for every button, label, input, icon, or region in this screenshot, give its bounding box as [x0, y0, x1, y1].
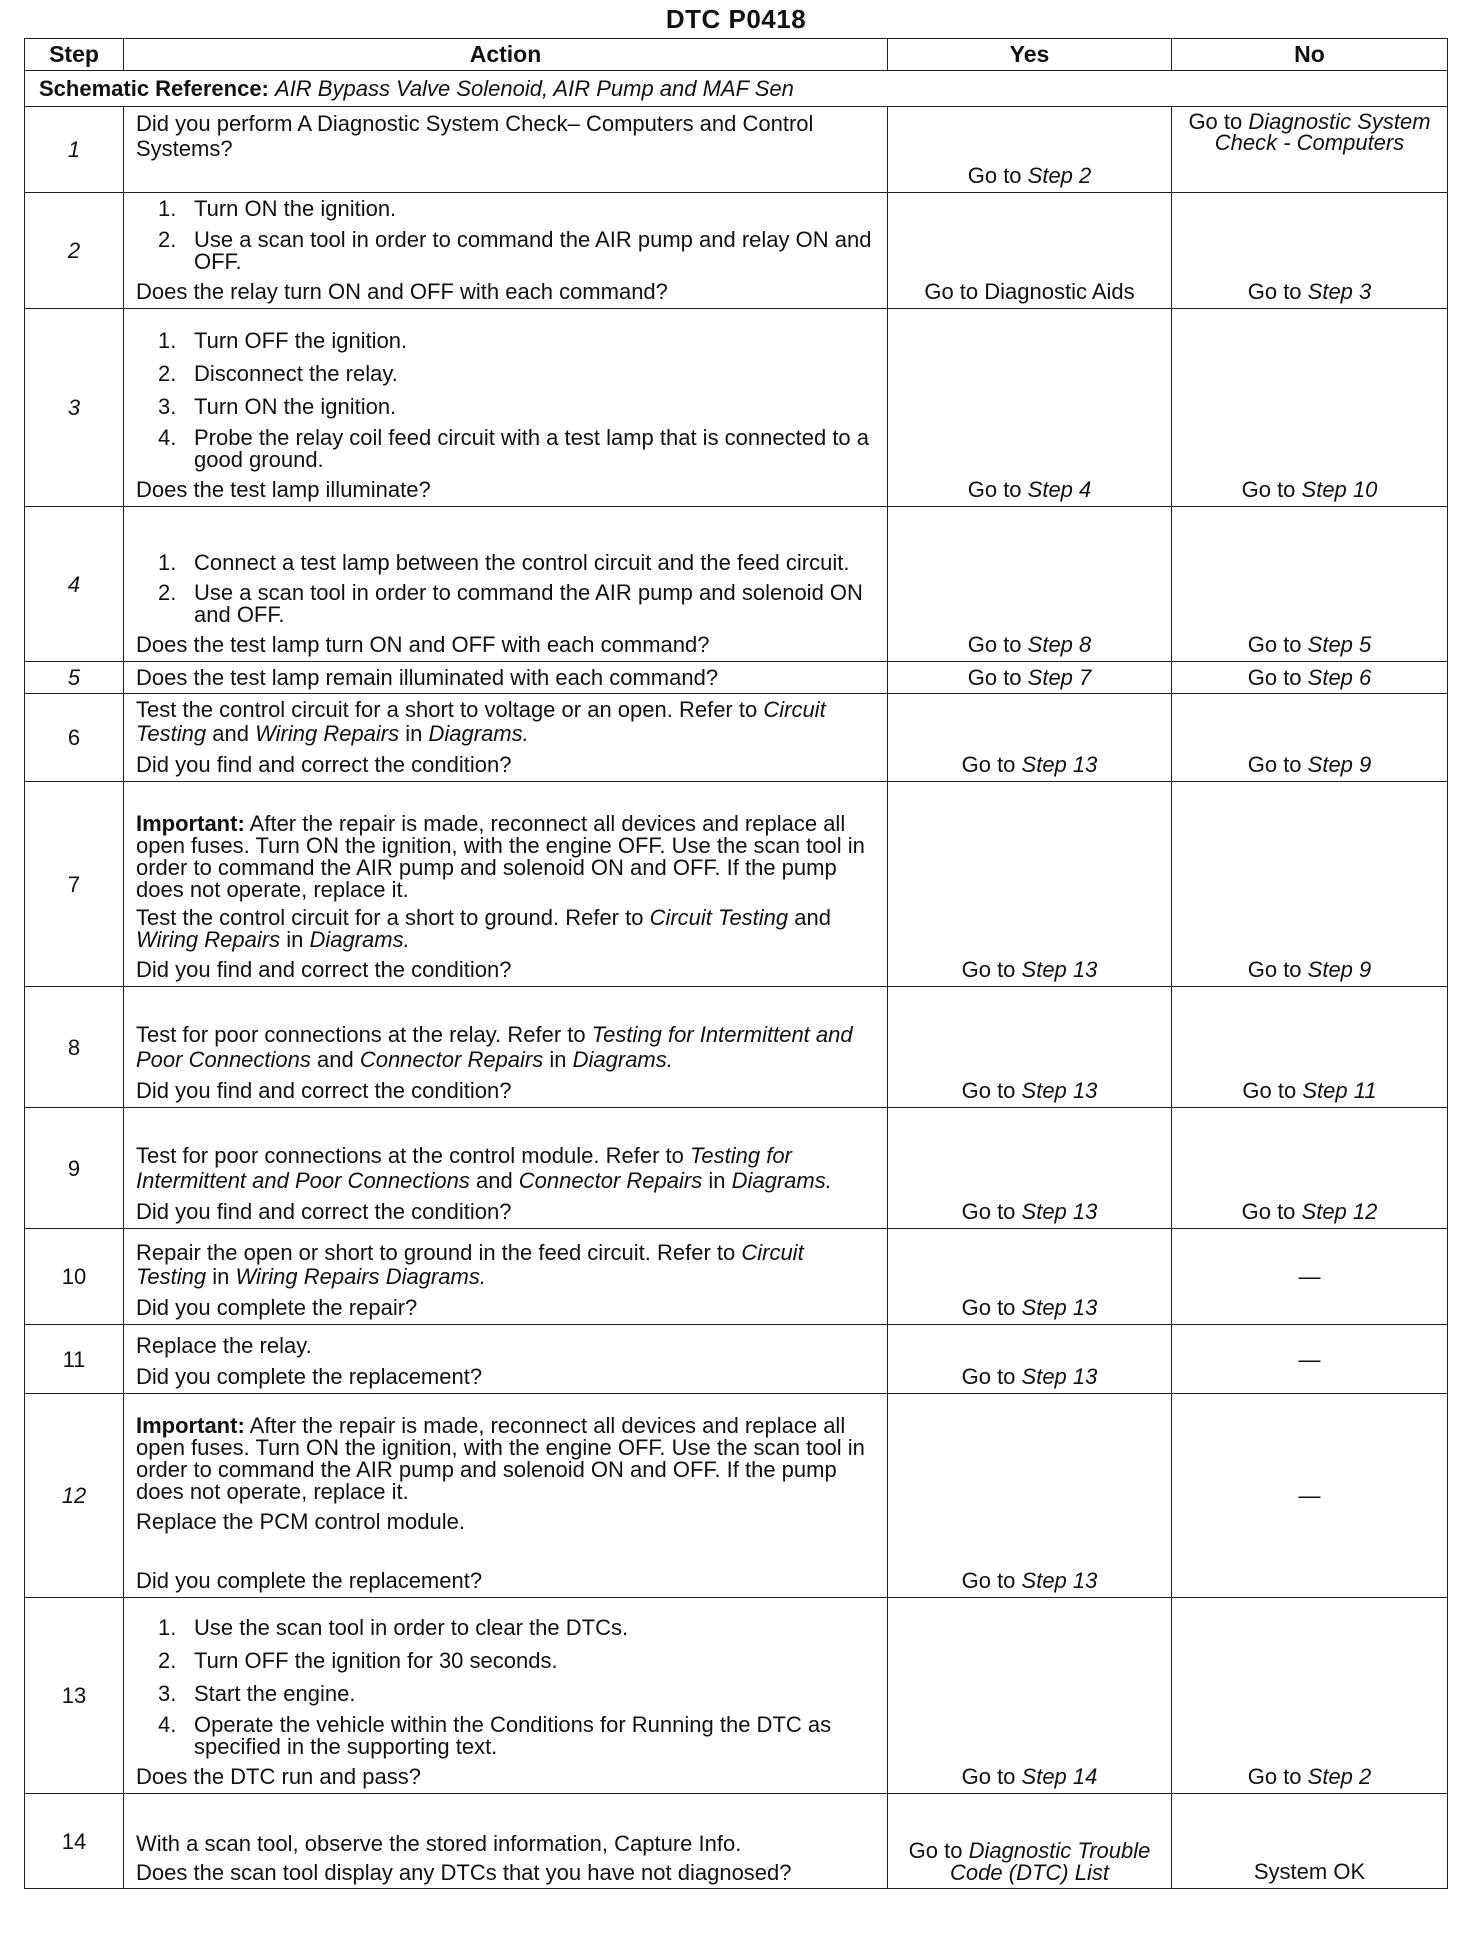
- action-question: Did you find and correct the condition?: [136, 752, 512, 777]
- schematic-row: [25, 71, 1448, 107]
- action-question: Did you find and correct the condition?: [136, 1199, 512, 1224]
- step-number: 7: [25, 782, 124, 987]
- action-cell: [124, 107, 888, 193]
- list-item: 2. Disconnect the relay.: [158, 361, 398, 386]
- action-paragraph: With a scan tool, observe the stored information, Capture Info.: [136, 1831, 742, 1856]
- action-cell: [124, 193, 888, 309]
- no-step: Step 2: [1307, 1764, 1372, 1789]
- list-item: 1. Connect a test lamp between the control circuit and the feed circuit.: [158, 550, 850, 575]
- yes-step: Step 14: [1021, 1764, 1098, 1789]
- yes-text: Go to: [961, 1568, 1022, 1593]
- yes-cell: [888, 782, 1172, 987]
- yes-text: Go to: [961, 1199, 1022, 1224]
- yes-step: Step 8: [1027, 632, 1092, 657]
- no-step: Step 11: [1302, 1078, 1377, 1103]
- yes-cell: [888, 1229, 1172, 1325]
- action-cell: [124, 1598, 888, 1794]
- action-question: Does the relay turn ON and OFF with each command?: [136, 279, 668, 304]
- important-note: Important: After the repair is made, reconnect all devices and replace all open fuses. Turn ON the ignition, with the engine OFF. Use the scan tool in order to command the AIR pump and solenoid ON and OFF. If the pump does not operate, replace it.: [136, 1413, 865, 1504]
- yes-cell: [888, 1598, 1172, 1794]
- yes-step: Step 7: [1027, 665, 1092, 690]
- step-number: 3: [25, 309, 124, 507]
- action-question: Did you complete the replacement?: [136, 1364, 483, 1389]
- no-text: Go to: [1247, 279, 1308, 304]
- table-row: [25, 1229, 1448, 1325]
- header-row: [25, 39, 1448, 71]
- table-row: [25, 507, 1448, 662]
- action-question: Does the test lamp illuminate?: [136, 477, 431, 502]
- no-cell: [1172, 782, 1448, 987]
- step-number: 6: [25, 694, 124, 782]
- no-dash: —: [1298, 1346, 1321, 1372]
- action-cell: [124, 309, 888, 507]
- list-item: 2. Use a scan tool in order to command the AIR pump and relay ON and OFF.: [158, 227, 872, 274]
- action-paragraph: Test for poor connections at the control module. Refer to Testing for Intermittent and Poor Connections and Connector Repairs in Diagrams.: [136, 1143, 832, 1193]
- no-step: Step 10: [1301, 477, 1378, 502]
- yes-step: Step 13: [1021, 752, 1098, 777]
- no-cell: [1172, 107, 1448, 193]
- yes-cell: [888, 1394, 1172, 1598]
- yes-step: Step 13: [1021, 957, 1098, 982]
- list-item: 2. Turn OFF the ignition for 30 seconds.: [158, 1648, 558, 1673]
- no-step: Diagnostic System Check - Computers: [1214, 109, 1431, 155]
- action-cell: [124, 662, 888, 694]
- yes-text: Go to: [967, 477, 1028, 502]
- yes-text: Go to: [961, 1078, 1022, 1103]
- list-item: 1. Turn OFF the ignition.: [158, 328, 408, 353]
- action-cell: [124, 507, 888, 662]
- header-no: No: [1172, 39, 1448, 71]
- step-number: 11: [25, 1325, 124, 1394]
- table-row: [25, 107, 1448, 193]
- table-row: [25, 1394, 1448, 1598]
- table-row: [25, 694, 1448, 782]
- no-text: Go to: [1241, 477, 1302, 502]
- no-cell: [1172, 1794, 1448, 1889]
- no-text: Go to: [1247, 1764, 1308, 1789]
- step-number: 1: [25, 107, 124, 193]
- table-row: [25, 987, 1448, 1108]
- diagnostic-table: [24, 38, 1448, 1889]
- schematic-reference: [25, 71, 1448, 107]
- yes-step: Step 4: [1027, 477, 1092, 502]
- table-row: [25, 193, 1448, 309]
- no-step: Step 9: [1307, 957, 1372, 982]
- table-row: [25, 662, 1448, 694]
- no-text: Go to: [1188, 109, 1249, 134]
- table-row: [25, 782, 1448, 987]
- yes-cell: [888, 193, 1172, 309]
- list-item: 3. Turn ON the ignition.: [158, 394, 397, 419]
- action-question: Did you perform A Diagnostic System Check– Computers and Control Systems?: [136, 111, 814, 161]
- yes-text: Go to: [961, 957, 1022, 982]
- yes-cell: [888, 987, 1172, 1108]
- no-dash: —: [1298, 1264, 1321, 1289]
- action-list: [136, 552, 877, 626]
- table-row: [25, 309, 1448, 507]
- yes-step: Step 13: [1021, 1295, 1098, 1320]
- step-number: 2: [25, 193, 124, 309]
- list-item: 2. Use a scan tool in order to command the AIR pump and solenoid ON and OFF.: [158, 580, 863, 627]
- yes-step: Step 13: [1021, 1364, 1098, 1389]
- yes-cell: [888, 309, 1172, 507]
- action-cell: [124, 694, 888, 782]
- list-item: 4. Operate the vehicle within the Conditions for Running the DTC as specified in the supporting text.: [158, 1712, 832, 1759]
- list-item: 4. Probe the relay coil feed circuit with a test lamp that is connected to a good ground.: [158, 425, 870, 472]
- action-cell: [124, 782, 888, 987]
- action-paragraph: Test the control circuit for a short to voltage or an open. Refer to Circuit Testing and Wiring Repairs in Diagrams.: [136, 697, 826, 746]
- no-cell: [1172, 507, 1448, 662]
- action-paragraph: Test for poor connections at the relay. Refer to Testing for Intermittent and Poor Connections and Connector Repairs in Diagrams.: [136, 1022, 853, 1072]
- header-action: Action: [124, 39, 888, 71]
- yes-text: Go to: [908, 1838, 969, 1863]
- no-text: Go to: [1247, 632, 1308, 657]
- action-cell: [124, 1325, 888, 1394]
- yes-text: Go to: [961, 1764, 1022, 1789]
- no-cell: [1172, 987, 1448, 1108]
- action-paragraph: Test the control circuit for a short to ground. Refer to Circuit Testing and Wiring Repairs in Diagrams.: [136, 905, 831, 952]
- no-cell: [1172, 662, 1448, 694]
- yes-cell: [888, 1794, 1172, 1889]
- action-question: Does the test lamp remain illuminated with each command?: [136, 665, 719, 690]
- no-text: Go to: [1247, 665, 1308, 690]
- action-paragraph: Repair the open or short to ground in the feed circuit. Refer to Circuit Testing in Wiring Repairs Diagrams.: [136, 1240, 804, 1289]
- no-cell: [1172, 694, 1448, 782]
- table-row: [25, 1108, 1448, 1229]
- yes-text: Go to: [961, 1295, 1022, 1320]
- yes-text: Go to: [967, 665, 1028, 690]
- no-cell: [1172, 1394, 1448, 1598]
- step-number: 4: [25, 507, 124, 662]
- yes-text: Go to: [961, 1364, 1022, 1389]
- list-item: 1. Use the scan tool in order to clear the DTCs.: [158, 1615, 629, 1640]
- list-item: 3. Start the engine.: [158, 1681, 356, 1706]
- important-note: Important: After the repair is made, reconnect all devices and replace all open fuses. Turn ON the ignition, with the engine OFF. Use the scan tool in order to command the AIR pump and solenoid ON and OFF. If the pump does not operate, replace it.: [136, 811, 865, 902]
- no-cell: [1172, 1598, 1448, 1794]
- yes-cell: [888, 1108, 1172, 1229]
- no-text: Go to: [1242, 1078, 1303, 1103]
- no-text: Go to: [1241, 1199, 1302, 1224]
- action-cell: [124, 1394, 888, 1598]
- no-step: Step 6: [1307, 665, 1372, 690]
- action-list: [136, 328, 877, 471]
- no-text: Go to: [1247, 752, 1308, 777]
- no-cell: [1172, 1108, 1448, 1229]
- action-paragraph: Replace the PCM control module.: [136, 1509, 465, 1534]
- step-number: 5: [25, 662, 124, 694]
- action-cell: [124, 1794, 888, 1889]
- schematic-label: Schematic Reference:: [39, 76, 269, 101]
- action-question: Did you find and correct the condition?: [136, 1078, 512, 1103]
- step-number: 9: [25, 1108, 124, 1229]
- table-row: [25, 1794, 1448, 1889]
- action-list: [136, 196, 877, 273]
- action-question: Does the scan tool display any DTCs that you have not diagnosed?: [136, 1860, 792, 1885]
- no-cell: [1172, 1229, 1448, 1325]
- action-question: Does the test lamp turn ON and OFF with each command?: [136, 632, 710, 657]
- step-number: 14: [25, 1794, 124, 1889]
- step-number: 13: [25, 1598, 124, 1794]
- action-question: Did you complete the repair?: [136, 1295, 418, 1320]
- list-item: 1. Turn ON the ignition.: [158, 196, 397, 221]
- page-title: DTC P0418: [665, 4, 807, 34]
- yes-step: Diagnostic Trouble Code (DTC) List: [950, 1838, 1151, 1885]
- no-step: Step 3: [1307, 279, 1372, 304]
- yes-cell: [888, 107, 1172, 193]
- yes-step: Step 13: [1021, 1078, 1098, 1103]
- header-step: Step: [25, 39, 124, 71]
- action-cell: [124, 1229, 888, 1325]
- action-paragraph: Replace the relay.: [136, 1333, 312, 1358]
- no-step: Step 5: [1307, 632, 1372, 657]
- schematic-text: AIR Bypass Valve Solenoid, AIR Pump and MAF Sen: [275, 76, 794, 101]
- no-cell: [1172, 193, 1448, 309]
- yes-text: Go to Diagnostic Aids: [924, 279, 1135, 304]
- action-question: Does the DTC run and pass?: [136, 1764, 421, 1789]
- yes-cell: [888, 1325, 1172, 1394]
- step-number: 8: [25, 987, 124, 1108]
- action-cell: [124, 987, 888, 1108]
- action-list: [136, 1615, 877, 1758]
- table-row: [25, 1325, 1448, 1394]
- no-dash: —: [1298, 1483, 1321, 1508]
- yes-step: Step 13: [1021, 1199, 1098, 1224]
- action-question: Did you find and correct the condition?: [136, 957, 512, 982]
- action-cell: [124, 1108, 888, 1229]
- yes-step: Step 2: [1027, 163, 1092, 188]
- yes-text: Go to: [967, 632, 1028, 657]
- no-step: Step 9: [1307, 752, 1372, 777]
- no-text: Go to: [1247, 957, 1308, 982]
- table-row: [25, 1598, 1448, 1794]
- yes-step: Step 13: [1021, 1568, 1098, 1593]
- step-number: 10: [25, 1229, 124, 1325]
- step-number: 12: [25, 1394, 124, 1598]
- no-text: System OK: [1253, 1859, 1366, 1884]
- yes-cell: [888, 694, 1172, 782]
- yes-text: Go to: [961, 752, 1022, 777]
- no-cell: [1172, 1325, 1448, 1394]
- yes-cell: [888, 507, 1172, 662]
- yes-text: Go to: [967, 163, 1028, 188]
- yes-cell: [888, 662, 1172, 694]
- no-cell: [1172, 309, 1448, 507]
- action-question: Did you complete the replacement?: [136, 1568, 483, 1593]
- header-yes: Yes: [888, 39, 1172, 71]
- no-step: Step 12: [1301, 1199, 1378, 1224]
